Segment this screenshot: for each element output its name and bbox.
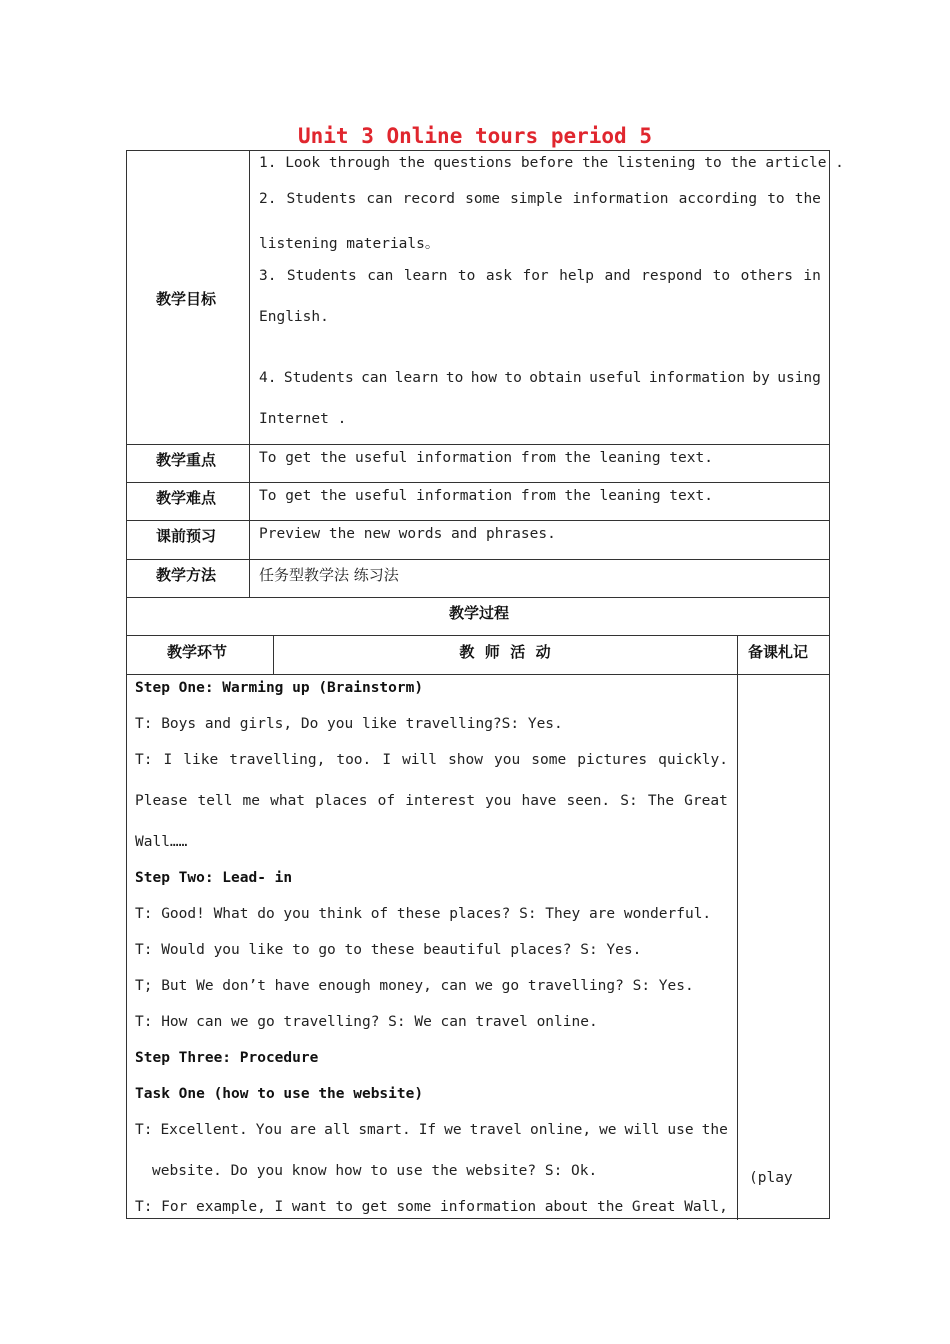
objective-line: 1. Look through the questions before the listening to the article . (259, 155, 844, 171)
column-header-notes: 备课札记 (748, 643, 809, 661)
row-divider (127, 444, 829, 445)
column-header-activity: 教 师 活 动 (459, 643, 551, 661)
difficulties-label: 教学难点 (156, 489, 217, 507)
activity-line: T: I like travelling, too. I will show you some pictures quickly. (135, 752, 728, 768)
notes-text: (play (749, 1170, 793, 1186)
key-points-text: To get the useful information from the leaning text. (259, 450, 713, 466)
row-divider (127, 635, 829, 636)
objective-line: English. (259, 309, 329, 325)
activity-line: T: For example, I want to get some information about the Great Wall, (135, 1199, 728, 1215)
process-header: 教学过程 (448, 604, 509, 622)
activity-line: T: Excellent. You are all smart. If we travel online, we will use the (135, 1122, 728, 1138)
activity-line: T; But We don’t have enough money, can we go travelling? S: Yes. (135, 978, 694, 994)
activity-line: T: Good! What do you think of these places? S: They are wonderful. (135, 906, 712, 922)
row-divider (127, 674, 829, 675)
column-divider (737, 635, 738, 1220)
objective-line: 3. Students can learn to ask for help and respond to others in (259, 268, 821, 284)
step-three-title: Step Three: Procedure (135, 1050, 319, 1066)
objective-line: Internet . (259, 411, 347, 427)
row-divider (127, 482, 829, 483)
objective-line: 4. Students can learn to how to obtain useful information by using (259, 370, 821, 386)
activity-line: Please tell me what places of interest you have seen. S: The Great (135, 793, 728, 809)
column-header-stage: 教学环节 (167, 643, 228, 661)
activity-line: website. Do you know how to use the website? S: Ok. (152, 1163, 598, 1179)
objectives-label: 教学目标 (156, 290, 217, 308)
row-divider (127, 520, 829, 521)
activity-line: T: Boys and girls, Do you like travelling?S: Yes. (135, 716, 563, 732)
difficulties-text: To get the useful information from the leaning text. (259, 488, 713, 504)
objective-line: listening materials。 (259, 236, 440, 252)
document-title: Unit 3 Online tours period 5 (297, 124, 652, 148)
activity-line: T: Would you like to go to these beautiful places? S: Yes. (135, 942, 642, 958)
row-divider (127, 597, 829, 598)
preview-label: 课前预习 (156, 527, 217, 545)
activity-line: T: How can we go travelling? S: We can travel online. (135, 1014, 598, 1030)
preview-text: Preview the new words and phrases. (259, 526, 556, 542)
step-one-title: Step One: Warming up (Brainstorm) (135, 680, 424, 696)
step-two-title: Step Two: Lead- in (135, 870, 293, 886)
objective-line: 2. Students can record some simple information according to the (259, 191, 821, 207)
row-divider (127, 559, 829, 560)
key-points-label: 教学重点 (156, 451, 217, 469)
activity-line: Wall…… (135, 834, 188, 850)
method-text: 任务型教学法 练习法 (259, 566, 399, 584)
method-label: 教学方法 (156, 566, 217, 584)
column-divider (249, 151, 250, 597)
lesson-plan-table (126, 150, 844, 1219)
task-one-title: Task One (how to use the website) (135, 1086, 424, 1102)
